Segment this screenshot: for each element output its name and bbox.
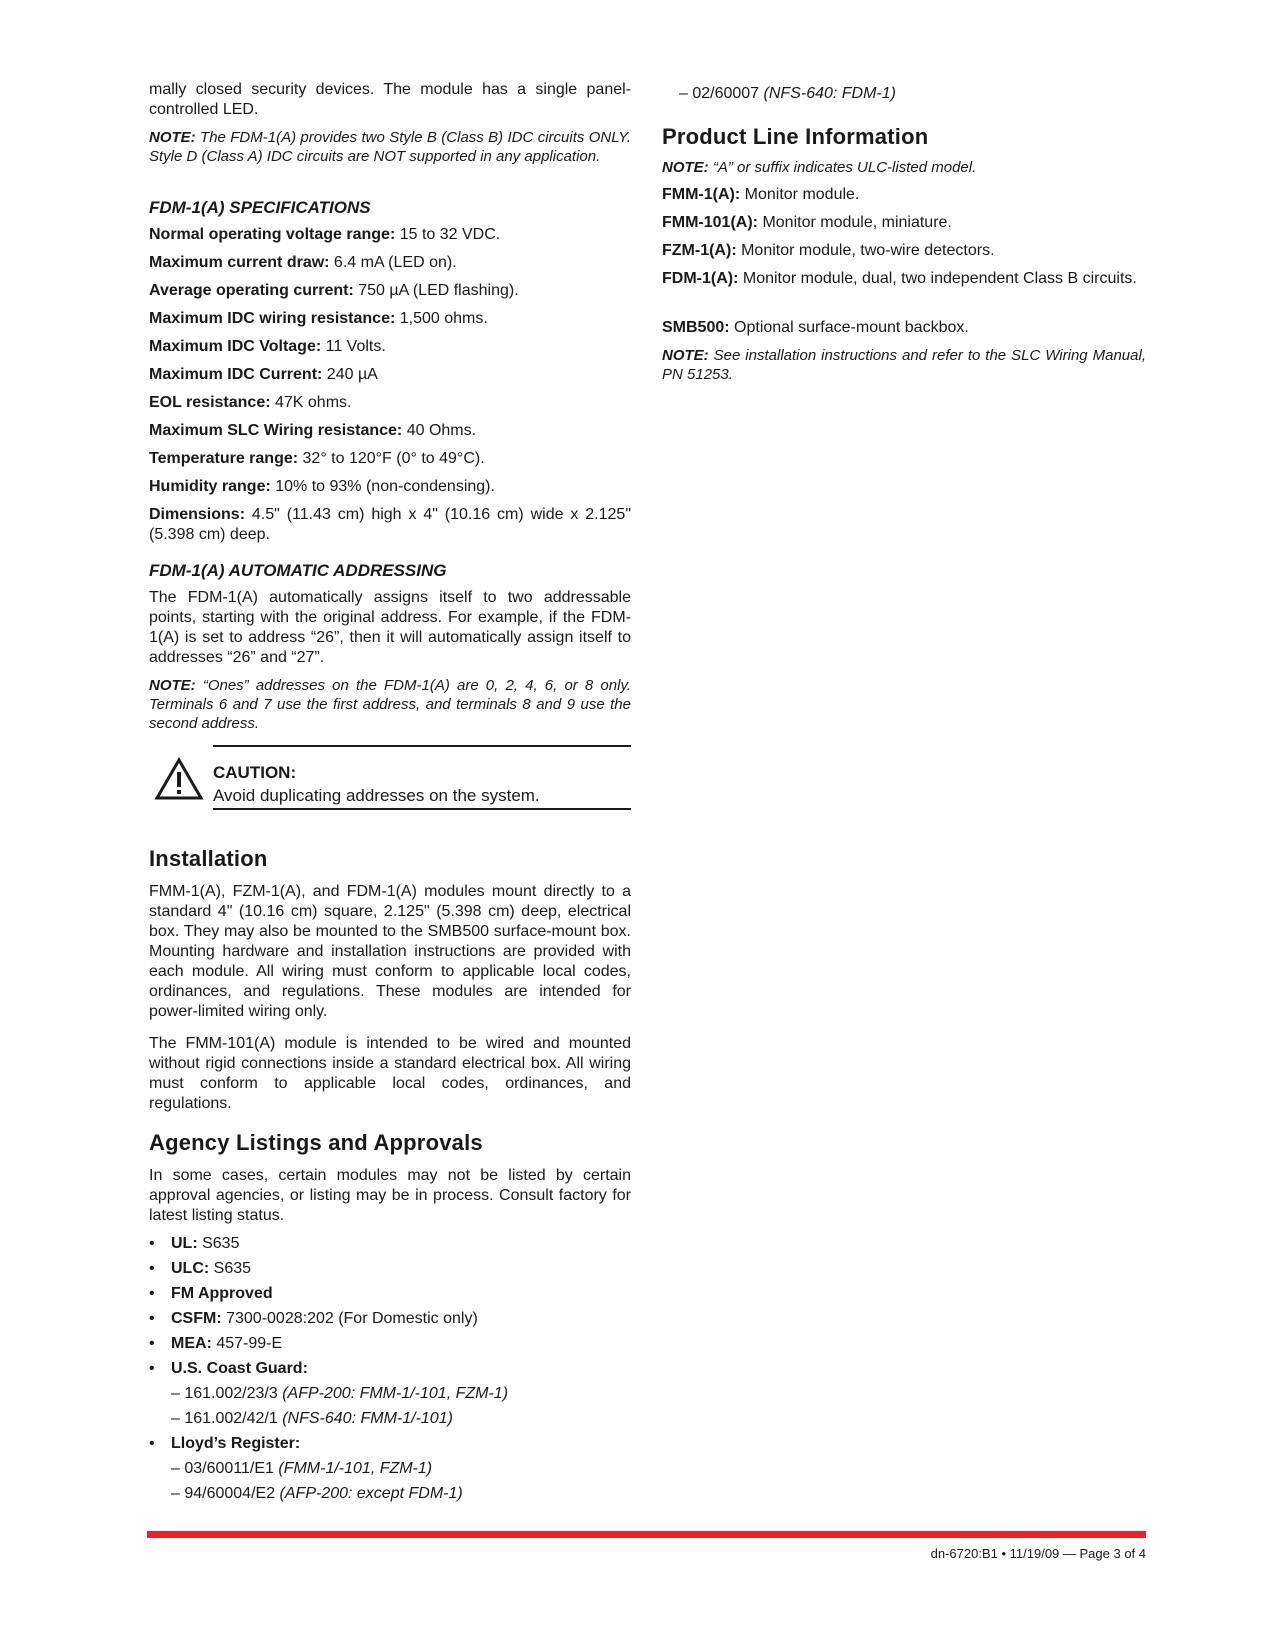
note-style-b: NOTE: The FDM-1(A) provides two Style B (Class B) IDC circuits ONLY. Style D (Class A) IDC circuits are NOT supported in any application. [149,129,631,165]
caution-text: Avoid duplicating addresses on the system. [213,786,540,805]
note-slc-wiring: NOTE: See installation instructions and refer to the SLC Wiring Manual, PN 51253. [662,347,1146,383]
spec-item: Maximum IDC Current: 240 µA [149,366,378,383]
sub-list-item: – 94/60004/E2 (AFP-200: except FDM-1) [171,1485,463,1502]
footer-page-info: dn-6720:B1 • 11/19/09 — Page 3 of 4 [930,1546,1146,1561]
spec-item: Maximum IDC Voltage: 11 Volts. [149,338,386,355]
spec-item: Dimensions: 4.5" (11.43 cm) high x 4" (10.16 cm) wide x 2.125" (5.398 cm) deep. [149,506,631,543]
spec-item: EOL resistance: 47K ohms. [149,394,352,411]
addressing-heading: FDM-1(A) AUTOMATIC ADDRESSING [149,561,447,580]
note-ulc-suffix: NOTE: “A” or suffix indicates ULC-listed model. [662,159,977,176]
sub-list-item: – 161.002/42/1 (NFS-640: FMM-1/-101) [171,1410,453,1427]
footer-bar [147,1531,1146,1538]
product-item: FMM-101(A): Monitor module, miniature. [662,214,952,231]
installation-paragraph-1: FMM-1(A), FZM-1(A), and FDM-1(A) modules mount directly to a standard 4" (10.16 cm) square, 2.125" (5.398 cm) deep, electrical box. They may also be mounted to the SMB500 surface-mount box. Mounting hardware and installation instructions are provided with each module. All wiring must conform to applicable local codes, ordinances, and regulations. These modules are intended for power-limited wiring only. [149,883,631,1020]
agency-heading: Agency Listings and Approvals [149,1130,483,1155]
caution-top-rule [213,745,631,747]
spec-item: Maximum SLC Wiring resistance: 40 Ohms. [149,422,477,439]
caution-title: CAUTION: [213,763,297,782]
addressing-paragraph: The FDM-1(A) automatically assigns itself to two addressable points, starting with the original address. For example, if the FDM-1(A) is set to address “26”, then it will automatically assign itself to addresses “26” and “27”. [149,589,631,666]
product-item: FMM-1(A): Monitor module. [662,186,860,203]
spec-item: Normal operating voltage range: 15 to 32 VDC. [149,226,501,243]
sub-list-item: – 03/60011/E1 (FMM-1/-101, FZM-1) [171,1460,433,1477]
installation-paragraph-2: The FMM-101(A) module is intended to be wired and mounted without rigid connections inside a standard electrical box. All wiring must conform to applicable local codes, ordinances, and regulations. [149,1035,631,1112]
spec-item: Humidity range: 10% to 93% (non-condensing). [149,478,495,495]
product-item: FDM-1(A): Monitor module, dual, two independent Class B circuits. [662,270,1137,287]
caution-bottom-rule [213,808,631,810]
product-item: FZM-1(A): Monitor module, two-wire detectors. [662,242,995,259]
product-item: SMB500: Optional surface-mount backbox. [662,319,969,336]
spec-item: Maximum current draw: 6.4 mA (LED on). [149,254,457,271]
sub-list-item: – 02/60007 (NFS-640: FDM-1) [679,85,896,102]
installation-heading: Installation [149,846,268,871]
spec-item: Maximum IDC wiring resistance: 1,500 ohms. [149,310,488,327]
warning-triangle-icon [154,757,204,801]
agency-paragraph: In some cases, certain modules may not be listed by certain approval agencies, or listing may be in process. Consult factory for latest listing status. [149,1167,631,1224]
product-line-heading: Product Line Information [662,124,929,149]
spec-item: Temperature range: 32° to 120°F (0° to 49°C). [149,450,485,467]
intro-paragraph: mally closed security devices. The module has a single panel-controlled LED. [149,81,631,118]
note-ones-addresses: NOTE: “Ones” addresses on the FDM-1(A) are 0, 2, 4, 6, or 8 only. Terminals 6 and 7 use the first address, and terminals 8 and 9 use the second address. [149,677,631,732]
spec-item: Average operating current: 750 µA (LED flashing). [149,282,519,299]
sub-list-item: – 161.002/23/3 (AFP-200: FMM-1/-101, FZM-1) [171,1385,509,1402]
spec-heading: FDM-1(A) SPECIFICATIONS [149,198,371,217]
